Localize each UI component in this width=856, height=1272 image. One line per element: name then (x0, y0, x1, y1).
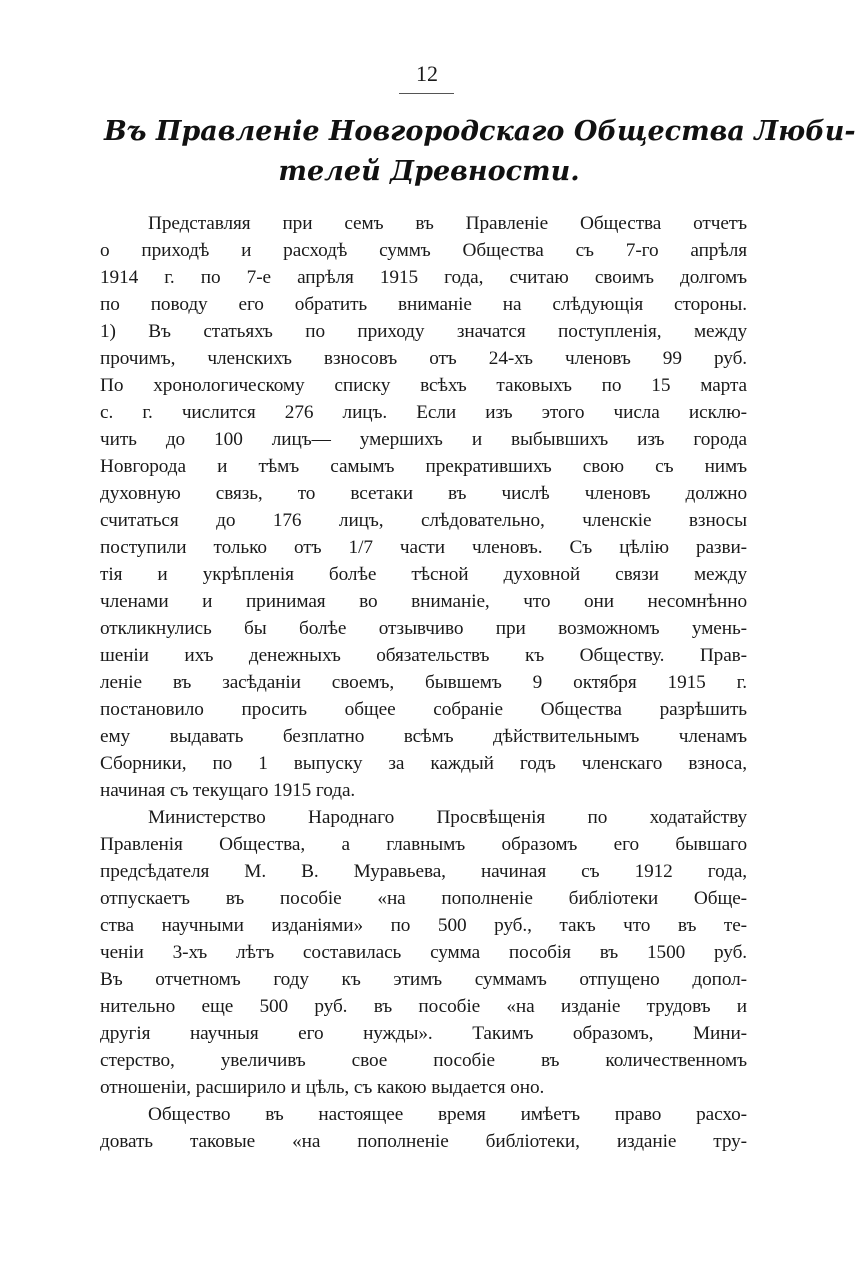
text-line: о приходѣ и расходѣ суммъ Общества съ 7-го апрѣля (100, 240, 747, 261)
text-line: довать таковые «на пополненіе библіотеки, изданіе тру- (100, 1131, 747, 1152)
text-line: ченіи 3-хъ лѣтъ составилась сумма пособія въ 1500 руб. (100, 942, 747, 963)
body-text (100, 210, 747, 1155)
text-line: Въ отчетномъ году къ этимъ суммамъ отпущено допол- (100, 969, 747, 990)
text-line: начиная съ текущаго 1915 года. (100, 780, 356, 801)
text-line: нительно еще 500 руб. въ пособіе «на изданіе трудовъ и (100, 996, 747, 1017)
paragraph (100, 804, 747, 1101)
text-line: поступили только отъ 1/7 части членовъ. Съ цѣлію разви- (100, 537, 747, 558)
page-title (104, 112, 856, 192)
text-line: прочимъ, членскихъ взносовъ отъ 24-хъ членовъ 99 руб. (100, 348, 747, 369)
page-number: 12 (416, 61, 438, 86)
paragraph (100, 210, 747, 804)
text-line: отпускаетъ въ пособіе «на пополненіе библіотеки Обще- (100, 888, 747, 909)
text-line: другія научныя его нужды». Такимъ образомъ, Мини- (100, 1023, 747, 1044)
text-line: с. г. числится 276 лицъ. Если изъ этого числа исклю- (100, 402, 747, 423)
text-line: чить до 100 лицъ— умершихъ и выбывшихъ изъ города (100, 429, 747, 450)
text-line: постановило просить общее собраніе Общества разрѣшить (100, 699, 747, 720)
text-line: Сборники, по 1 выпуску за каждый годъ членскаго взноса, (100, 753, 747, 774)
text-line: духовную связь, то всетаки въ числѣ членовъ должно (100, 483, 747, 504)
text-line: членами и принимая во вниманіе, что они несомнѣнно (100, 591, 747, 612)
title-line: Въ Правленіе Новгородскаго Общества Люби- (104, 116, 856, 147)
text-line: отношеніи, расширило и цѣль, съ какою выдается оно. (100, 1077, 545, 1098)
text-line: 1) Въ статьяхъ по приходу значатся поступленія, между (100, 321, 747, 342)
text-line: 1914 г. по 7-е апрѣля 1915 года, считаю своимъ долгомъ (100, 267, 747, 288)
title-line: телей Древности. (278, 156, 580, 187)
text-line: откликнулись бы болѣе отзывчиво при возможномъ умень- (100, 618, 747, 639)
text-line: Правленія Общества, а главнымъ образомъ его бывшаго (100, 834, 747, 855)
text-line: ства научными изданіями» по 500 руб., такъ что въ те- (100, 915, 747, 936)
text-line: считаться до 176 лицъ, слѣдовательно, членскіе взносы (100, 510, 747, 531)
text-line: предсѣдателя М. В. Муравьева, начиная съ 1912 года, (100, 861, 747, 882)
text-line: тія и укрѣпленія болѣе тѣсной духовной связи между (100, 564, 747, 585)
paragraph (100, 1101, 747, 1155)
text-line: по поводу его обратить вниманіе на слѣдующія стороны. (100, 294, 747, 315)
text-line: Министерство Народнаго Просвѣщенія по ходатайству (148, 807, 747, 828)
page-number-rule (399, 93, 454, 94)
text-line: Представляя при семъ въ Правленіе Общества отчетъ (148, 213, 747, 234)
text-line: ему выдавать безплатно всѣмъ дѣйствительнымъ членамъ (100, 726, 747, 747)
text-line: леніе въ засѣданіи своемъ, бывшемъ 9 октября 1915 г. (100, 672, 747, 693)
text-line: По хронологическому списку всѣхъ таковыхъ по 15 марта (100, 375, 747, 396)
text-line: Общество въ настоящее время имѣетъ право расхо- (148, 1104, 747, 1125)
text-line: стерство, увеличивъ свое пособіе въ количественномъ (100, 1050, 747, 1071)
text-line: Новгорода и тѣмъ самымъ прекратившихъ свою съ нимъ (100, 456, 747, 477)
text-line: шеніи ихъ денежныхъ обязательствъ къ Обществу. Прав- (100, 645, 747, 666)
